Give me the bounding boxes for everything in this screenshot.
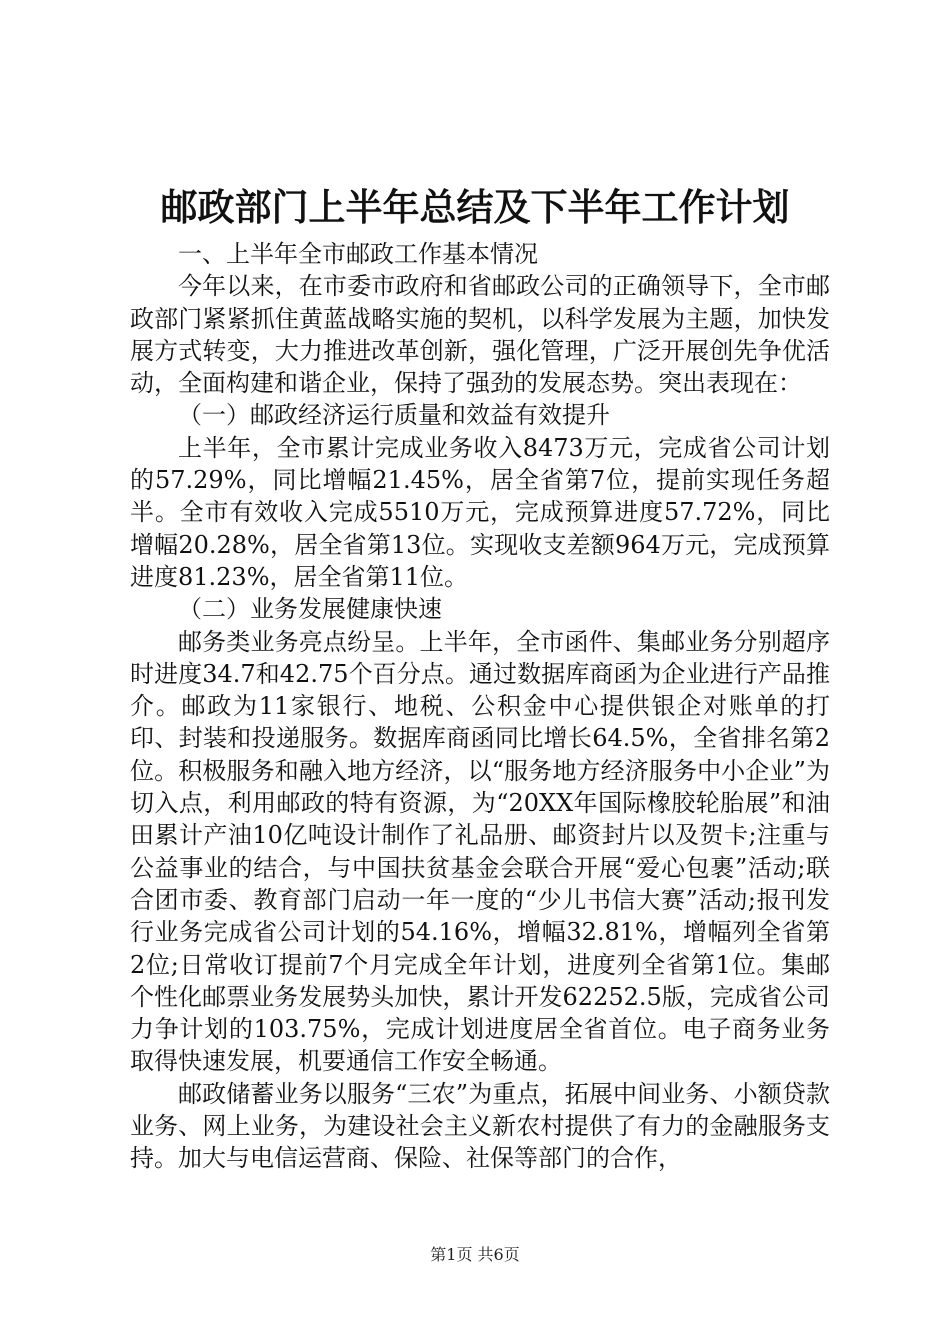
body-paragraph: 邮务类业务亮点纷呈。上半年，全市函件、集邮业务分别超序时进度34.7和42.75个百分点。通过数据库商函为企业进行产品推介。邮政为11家银行、地税、公积金中心提供银企对账单的打印、封装和投递服务。数据库商函同比增长64.5%，全省排名第2位。积极服务和融入地方经济，以“服务地方经济服务中小企业”为切入点，利用邮政的特有资源，为“20XX年国际橡胶轮胎展”和油田累计产油10亿吨设计制作了礼品册、邮资封片以及贺卡;注重与公益事业的结合，与中国扶贫基金会联合开展“爱心包裹”活动;联合团市委、教育部门启动一年一度的“少儿书信大赛”活动;报刊发行业务完成省公司计划的54.16%，增幅32.81%，增幅列全省第2位;日常收订提前7个月完成全年计划，进度列全省第1位。集邮个性化邮票业务发展势头加快，累计开发62252.5版，完成省公司力争计划的103.75%，完成计划进度居全省首位。电子商务业务取得快速发展，机要通信工作安全畅通。 <box>130 627 830 1076</box>
body-paragraph: 今年以来，在市委市政府和省邮政公司的正确领导下，全市邮政部门紧紧抓住黄蓝战略实施的契机，以科学发展为主题，加快发展方式转变，大力推进改革创新，强化管理，广泛开展创先争优活动，全面构建和谐企业，保持了强劲的发展态势。突出表现在： <box>130 272 830 398</box>
document-body <box>130 238 830 1175</box>
subsection-heading: （一）邮政经济运行质量和效益有效提升 <box>178 401 610 430</box>
subsection-heading: （二）业务发展健康快速 <box>178 595 442 624</box>
body-paragraph: 上半年，全市累计完成业务收入8473万元，完成省公司计划的57.29%，同比增幅21.45%，居全省第7位，提前实现任务超半。全市有效收入完成5510万元，完成预算进度57.72%，同比增幅20.28%，居全省第13位。实现收支差额964万元，完成预算进度81.23%，居全省第11位。 <box>130 433 830 591</box>
document-title: 邮政部门上半年总结及下半年工作计划 <box>160 186 790 229</box>
body-paragraph: 邮政储蓄业务以服务“三农”为重点，拓展中间业务、小额贷款业务、网上业务，为建设社会主义新农村提供了有力的金融服务支持。加大与电信运营商、保险、社保等部门的合作， <box>130 1079 830 1173</box>
page-number-footer: 第1页 共6页 <box>430 1245 520 1264</box>
section-heading: 一、上半年全市邮政工作基本情况 <box>178 240 538 268</box>
